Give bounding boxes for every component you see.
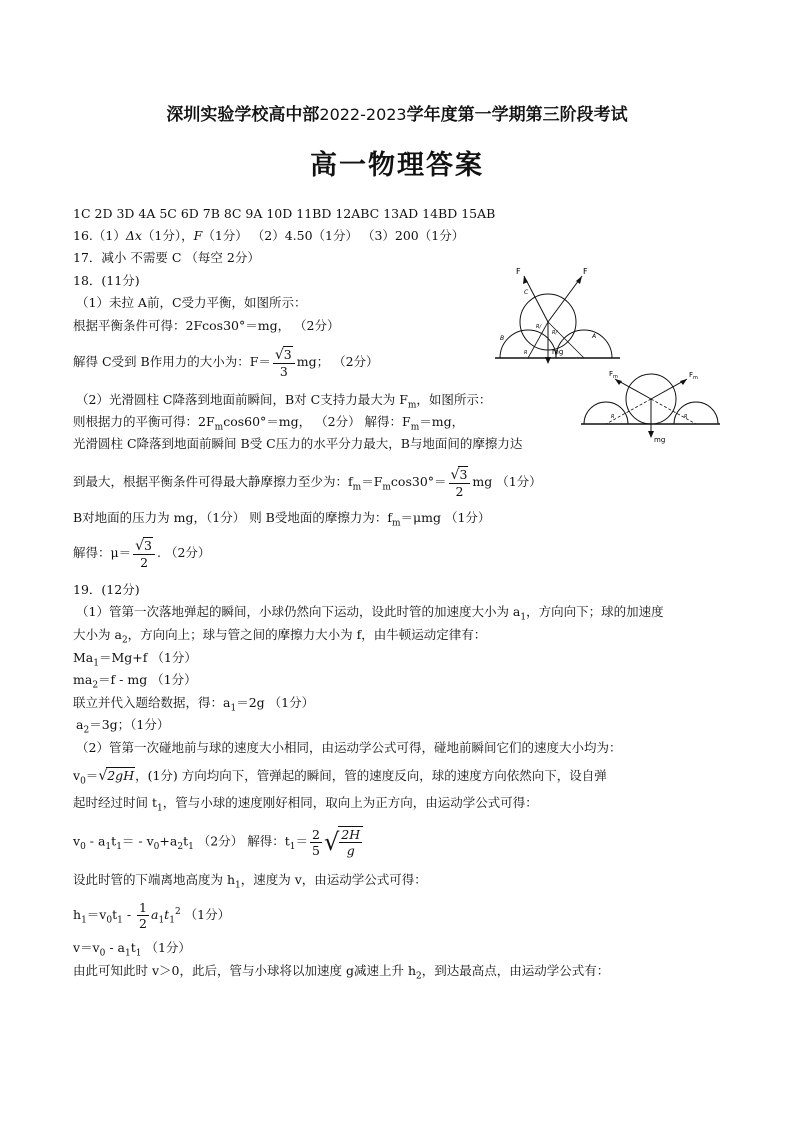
- q18-p7-eq: ＝F: [361, 474, 383, 489]
- cylinder-a: [674, 402, 718, 424]
- arrow-head: [545, 357, 551, 364]
- q19-l14: [73, 963, 609, 985]
- frac-den: g: [346, 843, 355, 858]
- sub-2: 2: [83, 725, 90, 736]
- q18-p5: [73, 414, 464, 436]
- q19-l7: （2）管第一次碰地前与球的速度大小相同，由运动学公式可得，碰地前瞬间它们的速度大小均为：: [76, 740, 622, 755]
- q19-l10-eq: ＝ - v: [121, 833, 154, 849]
- q19-l11-tail: ，速度为 v，由运动学公式可得：: [240, 872, 427, 887]
- exam-term: 学年度第一学期第三阶段考试: [406, 105, 628, 125]
- school-name: 深圳实验学校高中部: [166, 105, 320, 125]
- q19-l12-a: a: [150, 907, 159, 922]
- sub-1: 1: [116, 842, 122, 852]
- q17-line: 17．减小 不需要 C （每空 2分）: [73, 250, 260, 265]
- q16-delta-x: Δx: [125, 228, 142, 243]
- q19-l8-tail: ，(1分) 方向均向下，管弹起的瞬间，管的速度反向，球的速度方向依然向下，设自弹: [135, 768, 607, 783]
- sub-m: m: [410, 422, 420, 433]
- q19-l10-t: t: [111, 833, 117, 849]
- q19-l4-tail: ＝f - mg （1分）: [98, 672, 197, 687]
- frac-num: 2: [312, 826, 320, 842]
- q18-p9-tail: . （2分）: [157, 545, 211, 560]
- label-a: A: [592, 333, 597, 340]
- sub-1: 1: [520, 612, 527, 623]
- q18-p5-mid: cos60°＝mg， （2分） 解得：F: [223, 414, 411, 429]
- q19-l1-text: （1）管第一次落地弹起的瞬间，小球仍然向下运动，设此时管的加速度大小为 a: [76, 604, 521, 619]
- force-arrow: [524, 276, 548, 322]
- fraction: $\frac{√3}{2}$: [449, 466, 471, 499]
- label-r2: R: [684, 414, 688, 420]
- sub-1: 1: [157, 803, 163, 814]
- radicand: 2gH: [107, 768, 135, 783]
- choice-answers: 1C 2D 3D 4A 5C 6D 7B 8C 9A 10D 11BD 12ABC 13AD 14BD 15AB: [73, 206, 496, 221]
- school-year: 2022-2023: [319, 105, 407, 124]
- sqrt-sign: √: [98, 768, 108, 784]
- q19-l12-t2: t: [164, 907, 170, 922]
- sub-1: 1: [169, 915, 175, 926]
- q19-l9-tail: ，管与小球的速度刚好相同，取向上为正方向，由运动学公式可得：: [162, 795, 538, 810]
- q16-part-b: （1分），: [141, 228, 194, 243]
- cylinder-b: [584, 402, 628, 424]
- q16-part-c: （1分） （2）4.50（1分） （3）200（1分）: [202, 228, 465, 243]
- sub-1: 1: [81, 915, 87, 926]
- sub-0: 0: [80, 776, 86, 787]
- sub-0: 0: [80, 842, 86, 852]
- q19-l10-t2: t: [183, 833, 189, 849]
- figure-force-equilibrium: [490, 262, 625, 367]
- sub-0: 0: [153, 842, 160, 852]
- sub-m: m: [214, 422, 224, 433]
- label-r2: R/: [552, 330, 558, 336]
- frac-den: 2: [140, 555, 149, 570]
- q16-part-a: 16.（1）: [73, 228, 126, 243]
- q18-p5-tail: ＝mg，: [419, 414, 465, 429]
- fraction: [137, 900, 149, 931]
- label-mg: mg: [654, 436, 666, 444]
- sub-2: 2: [92, 680, 99, 691]
- label-r1: R: [611, 414, 615, 420]
- q19-l14-text: 由此可知此时 v＞0，此后，管与小球将以加速度 g减速上升 h: [73, 963, 416, 978]
- q19-l12-eq: ＝v: [86, 907, 107, 922]
- q19-l14-tail: ，到达最高点，由运动学公式有：: [421, 963, 610, 978]
- sub-1: 1: [188, 842, 194, 852]
- q18-p3: [73, 346, 379, 379]
- q18-p7: [73, 466, 542, 499]
- frac-num: 3: [283, 347, 292, 362]
- q19-l12-t: t: [112, 907, 118, 922]
- q16-line: [73, 228, 464, 244]
- q19-l9-text: 起时经过时间 t: [73, 795, 157, 810]
- label-fm-left-text: F: [609, 370, 614, 378]
- sub-1: 1: [135, 948, 142, 959]
- q19-l10-eq2: ＝: [295, 833, 309, 849]
- sup-2: 2: [174, 906, 181, 917]
- label-fm-right-sub: m: [693, 375, 698, 381]
- q19-l8-v: v: [73, 768, 81, 783]
- q19-l10: [73, 826, 363, 858]
- frac-num: 2H: [341, 827, 361, 842]
- q19-head: 19．(12分): [73, 582, 140, 597]
- label-fm-right: [689, 371, 698, 381]
- q18-head: 18．(11分): [73, 273, 140, 288]
- sub-1: 1: [105, 842, 112, 852]
- figure-max-support: [578, 364, 723, 450]
- q19-l6-text: a: [76, 717, 84, 732]
- label-c: C: [524, 289, 529, 296]
- q18-p2: 根据平衡条件可得：2Fcos30°＝mg， （2分）: [73, 318, 340, 333]
- frac-den: 3: [279, 364, 288, 379]
- sub-2: 2: [121, 635, 128, 646]
- fraction: [339, 827, 362, 858]
- sub-1: 1: [158, 915, 165, 926]
- q19-l10-a2: +a: [159, 833, 178, 849]
- q19-l10-v: v: [73, 833, 81, 849]
- label-mg: mg: [552, 348, 564, 356]
- q19-l12-tail: （1分）: [180, 907, 231, 922]
- sub-m: m: [382, 482, 391, 493]
- q19-l10-a: - a: [85, 833, 106, 849]
- q19-l10-mid: （2分） 解得：t: [193, 833, 290, 849]
- q18-p5-text: 则根据力的平衡可得：2F: [73, 414, 215, 429]
- school-header: [0, 100, 794, 125]
- q19-l8-eq: ＝: [85, 768, 99, 783]
- q19-l2-text: 大小为 a: [73, 627, 122, 642]
- sub-m: m: [407, 400, 417, 411]
- arrow-head: [680, 379, 687, 385]
- q18-p4-tail: ，如图所示：: [416, 392, 492, 407]
- q19-l13-t: t: [130, 940, 136, 955]
- frac-den: 5: [312, 842, 320, 858]
- label-r1: R/: [536, 324, 542, 330]
- fraction: $\frac{√3}{2}$: [133, 537, 155, 570]
- q19-l2: [73, 627, 486, 649]
- label-f-left: F: [516, 267, 521, 276]
- label-fm-right-text: F: [689, 371, 694, 379]
- q19-l8: [73, 767, 607, 790]
- q18-p8-text: B对地面的压力为 mg，（1分） 则 B受地面的摩擦力为：f: [73, 510, 392, 525]
- q18-p8-tail: ＝μmg （1分）: [400, 510, 491, 525]
- q19-l6: [76, 717, 169, 739]
- sub-1: 1: [124, 948, 131, 959]
- q19-l5: [73, 695, 314, 717]
- sub-0: 0: [106, 915, 113, 926]
- q18-p4-text: （2）光滑圆柱 C降落到地面前瞬间，B对 C支持力最大为 F: [76, 392, 408, 407]
- q18-p9: [73, 537, 210, 570]
- sub-1: 1: [230, 703, 237, 714]
- label-r3: R: [524, 350, 528, 356]
- q16-force: F: [193, 228, 203, 243]
- q18-p7-tail: mg （1分）: [472, 474, 542, 489]
- q19-l4: [73, 672, 197, 694]
- sub-1: 1: [235, 880, 241, 891]
- q19-l13-a: - a: [105, 940, 125, 955]
- q19-l5-text: 联立并代入题给数据，得：a: [73, 695, 231, 710]
- sqrt-sign: √: [323, 828, 340, 856]
- fraction: $\frac{√3}{3}$: [273, 346, 295, 379]
- label-b: B: [500, 335, 505, 342]
- sub-0: 0: [99, 948, 106, 959]
- fraction: [310, 827, 322, 858]
- label-fm-left-sub: m: [613, 374, 618, 380]
- q19-l1: [76, 604, 664, 626]
- cylinder-a: [556, 330, 612, 358]
- sub-1: 1: [117, 915, 123, 926]
- sub-m: m: [391, 518, 401, 529]
- force-arrow: [548, 276, 582, 322]
- q19-l12-minus: -: [122, 907, 136, 922]
- q18-p8: [73, 510, 490, 532]
- q19-l9: [73, 795, 538, 817]
- q18-p1: （1）未拉 A前，C受力平衡，如图所示：: [76, 295, 307, 310]
- q19-l11-text: 设此时管的下端离地高度为 h: [73, 872, 236, 887]
- frac-num: 3: [459, 467, 468, 482]
- q19-l13: [73, 940, 191, 962]
- sqrt-radicand: [338, 826, 363, 858]
- q18-p6: 光滑圆柱 C降落到地面前瞬间 B受 C压力的水平分力最大，B与地面间的摩擦力达: [73, 436, 523, 451]
- q19-l12: [73, 900, 230, 931]
- page-title: 高一物理答案: [310, 150, 484, 181]
- frac-den: 2: [139, 916, 147, 931]
- q19-l4-text: ma: [73, 672, 93, 687]
- sub-1: 1: [289, 842, 296, 852]
- q18-p3-tail: mg； （2分）: [296, 354, 379, 369]
- sub-m: m: [352, 482, 362, 493]
- frac-num: 1: [139, 900, 147, 915]
- sub-2: 2: [416, 971, 422, 982]
- sub-1: 1: [93, 658, 99, 669]
- q19-l13-text: v＝v: [73, 940, 100, 955]
- q19-l5-tail: ＝2g （1分）: [236, 695, 315, 710]
- q19-l6-tail: ＝3g；（1分）: [89, 717, 170, 732]
- frac-num: 3: [144, 538, 152, 553]
- frac-den: 2: [455, 484, 464, 499]
- q18-p3-text: 解得 C受到 B作用力的大小为：F＝: [73, 354, 271, 369]
- q19-l3-tail: ＝Mg+f （1分）: [99, 650, 197, 665]
- q19-l13-tail: （1分）: [141, 940, 191, 955]
- q19-l1-tail: ，方向向下；球的加速度: [526, 604, 664, 619]
- q18-p9-text: 解得：μ＝: [73, 545, 132, 560]
- q19-l3: [73, 650, 197, 672]
- q18-p7-text: 到最大，根据平衡条件可得最大静摩擦力至少为：f: [73, 474, 353, 489]
- q19-l12-h: h: [73, 907, 82, 922]
- q19-l11: [73, 872, 427, 894]
- q18-p7-cos: cos30°＝: [390, 474, 447, 489]
- label-f-right: F: [583, 267, 588, 276]
- q19-l3-text: Ma: [73, 650, 94, 665]
- q18-p4: [76, 392, 491, 414]
- q19-l2-tail: ，方向向上；球与管之间的摩擦力大小为 f，由牛顿运动定律有：: [127, 627, 487, 642]
- sub-2: 2: [177, 842, 184, 852]
- label-fm-left: [609, 370, 618, 380]
